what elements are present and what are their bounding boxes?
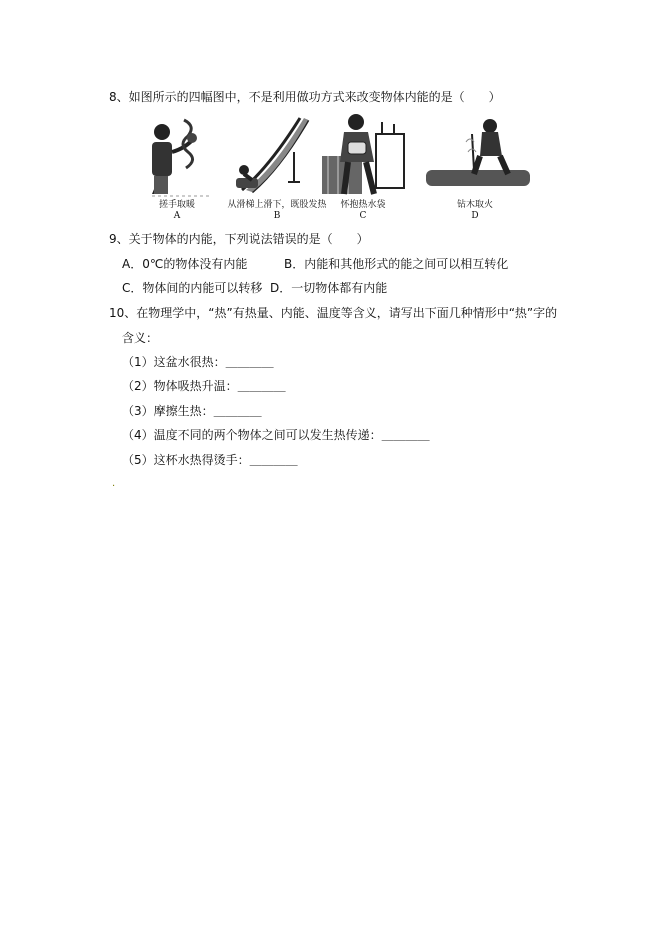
figure-d-letter: D (471, 211, 479, 221)
question-8-text: 8、如图所示的四幅图中，不是利用做功方式来改变物体内能的是（ ） (109, 90, 501, 104)
figure-b-caption: 从滑梯上滑下，既股发热 (227, 200, 327, 210)
question-9-text: 9、关于物体的内能，下列说法错误的是（ ） (109, 232, 369, 246)
sub-question-2: （2）物体吸热升温：＿＿＿＿ (122, 379, 286, 393)
hot-water-bag-illustration (308, 112, 418, 200)
figure-a-caption: 搓手取暖 (158, 200, 195, 210)
figure-d (420, 112, 530, 221)
figure-b-letter: B (273, 211, 281, 221)
drilling-wood-fire-illustration (420, 112, 530, 200)
option-d: D．一切物体都有内能 (270, 281, 388, 295)
question-10-continuation: 含义： (122, 331, 159, 345)
option-c: C．物体间的内能可以转移 (122, 281, 263, 295)
option-a: A．0℃的物体没有内能 (122, 257, 248, 271)
figure-c-caption: 怀抱热水袋 (340, 200, 386, 210)
footer-mark: . (112, 478, 116, 489)
sub-question-5: （5）这杯水热得烫手：＿＿＿＿ (122, 453, 298, 467)
sub-question-4: （4）温度不同的两个物体之间可以发生热传递：＿＿＿＿ (122, 428, 430, 442)
sub-question-3: （3）摩擦生热：＿＿＿＿ (122, 404, 262, 418)
question-10-text: 10、在物理学中，“热”有热量、内能、温度等含义，请写出下面几种情形中“热”字的 (109, 306, 558, 320)
option-b: B．内能和其他形式的能之间可以相互转化 (284, 257, 509, 271)
figure-a (122, 112, 232, 221)
sub-question-1: （1）这盆水很热：＿＿＿＿ (122, 355, 274, 369)
rubbing-hands-illustration (122, 112, 232, 200)
figure-a-letter: A (173, 211, 181, 221)
figure-c-letter: C (359, 211, 367, 221)
figure-c (308, 112, 418, 221)
figure-d-caption: 钻木取火 (456, 200, 493, 210)
